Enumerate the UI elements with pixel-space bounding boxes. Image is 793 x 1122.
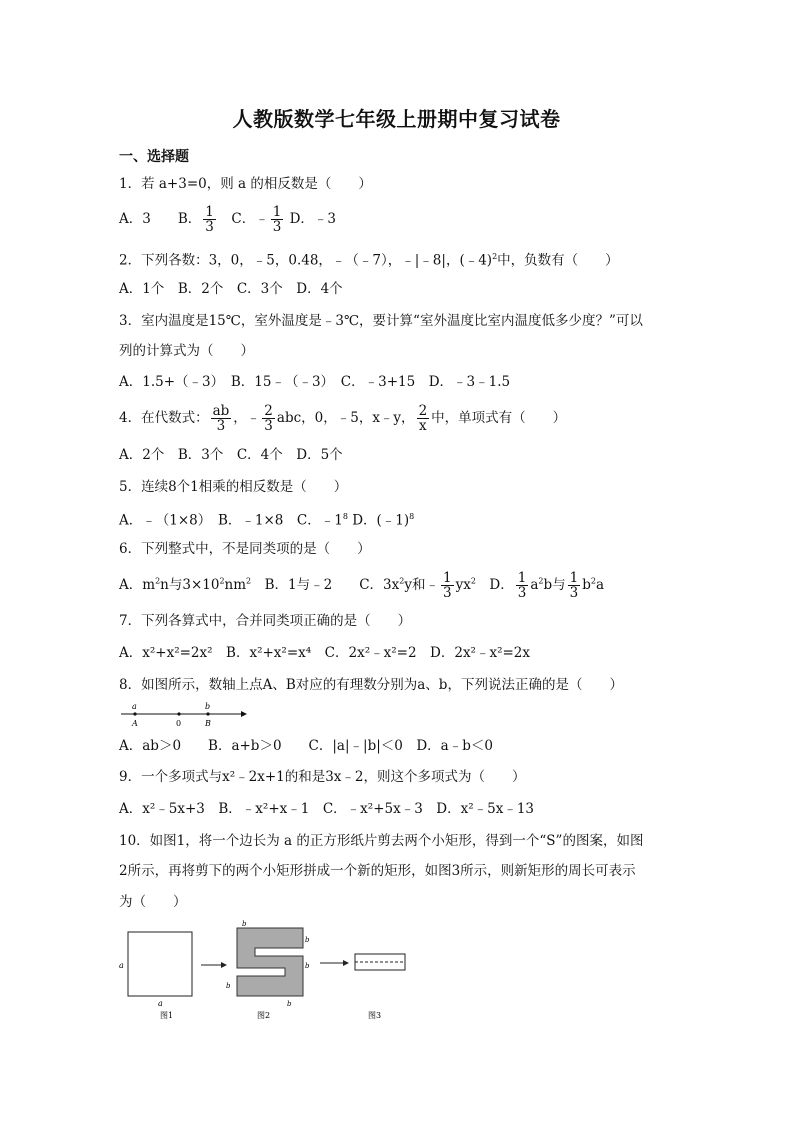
q1-fraction-c: $\frac{1}{3}$: [272, 204, 282, 235]
question-10-line2: 2所示，再将剪下的两个小矩形拼成一个新的矩形，如图3所示，则新矩形的周长可表示: [119, 863, 636, 879]
question-7-stem: 7．下列各算式中，合并同类项正确的是（ ）: [119, 613, 412, 629]
q6-fraction-d1: $\frac{1}{3}$: [517, 570, 527, 601]
q1-option-d: D．﹣3: [285, 211, 337, 227]
question-7-options: A．x²+x²=2x² B．x²+x²=x⁴ C．2x²﹣x²=2 D．2x²﹣x²=2x: [119, 645, 531, 661]
fig2-label-b-top: b: [242, 920, 247, 928]
q4-fraction-3: $\frac{2}{x}$: [418, 403, 428, 434]
section-heading: 一、选择题: [119, 149, 189, 165]
question-1-stem: 1．若 a+3=0，则 a 的相反数是（ ）: [119, 176, 372, 192]
question-8-options: A．ab＞0 B．a+b＞0 C．|a|﹣|b|＜0 D．a﹣b＜0: [119, 738, 493, 754]
fig2-label-b-bottom: b: [287, 1000, 292, 1008]
question-1-options: [119, 205, 336, 234]
fig2-caption: 图2: [257, 1011, 271, 1020]
q1-option-a: A．3 B．: [119, 211, 202, 227]
question-8-stem: 8．如图所示，数轴上点A、B对应的有理数分别为a、b，下列说法正确的是（ ）: [119, 677, 623, 693]
label-zero: 0: [176, 719, 182, 728]
fig2-label-b-left: b: [226, 982, 231, 990]
question-9-options: A．x²﹣5x+3 B．﹣x²+x﹣1 C．﹣x²+5x﹣3 D．x²﹣5x﹣13: [119, 801, 535, 817]
fig1-label-a-side: a: [119, 961, 124, 970]
q6-fraction-c: $\frac{1}{3}$: [443, 570, 452, 601]
question-5-options: A．﹣（1×8） B．﹣1×8 C．$﹣1^8$ D．(﹣1)$^8$: [119, 512, 415, 529]
question-10-line1: 10．如图1，将一个边长为 a 的正方形纸片剪去两个小矩形，得到一个“S”的图案，如图: [119, 833, 644, 849]
question-3-line2: 列的计算式为（ ）: [119, 343, 254, 359]
label-A: A: [132, 719, 138, 728]
q6-fraction-d2: $\frac{1}{3}$: [569, 570, 579, 601]
question-2-stem: 2．下列各数：3，0，﹣5，0.48，﹣（﹣7），﹣|﹣8|，(﹣4)$^2$中，负数有（ ）: [119, 252, 619, 269]
q4-fraction-2: $\frac{2}{3}$: [264, 403, 273, 434]
point-a-dot: [133, 712, 136, 715]
number-line-figure: [119, 702, 249, 728]
question-9-stem: 9．一个多项式与x²﹣2x+1的和是3x﹣2，则这个多项式为（ ）: [119, 769, 526, 785]
question-4-stem: 4．在代数式： $\frac{ab}{3}$ ，﹣ $\frac{2}{3}$ abc，0，﹣5，x﹣y， $\frac{2}{x}$ 中，单项式有（ ）: [119, 403, 567, 434]
question-3-options: A．1.5+（﹣3） B．15﹣（﹣3） C．﹣3+15 D．﹣3﹣1.5: [119, 374, 511, 390]
point-zero-dot: [177, 712, 180, 715]
question-5-stem: 5．连续8个1相乘的相反数是（ ）: [119, 479, 348, 495]
fig3-caption: 图3: [368, 1011, 382, 1020]
arrow-2-head: [343, 960, 349, 966]
fig2-label-b-right1: b: [305, 936, 310, 944]
page-title: 人教版数学七年级上册期中复习试卷: [232, 107, 561, 131]
arrow-1-head: [221, 962, 227, 968]
question-3-line1: 3．室内温度是15℃，室外温度是﹣3℃，要计算“室外温度比室内温度低多少度？”可以: [119, 313, 643, 329]
fig1-label-a-bottom: a: [158, 999, 163, 1008]
question-6-options: A．$m^2n$与$3\times 10^2nm^2$ B．1与﹣2 C．$3x^2y$和﹣ $\frac{1}{3}$ $yx^2$ D． $\frac{1}{3}$ $a^2b$与 $\frac{1}{3}$ $b^2a$: [119, 570, 605, 601]
number-line-arrow: [241, 711, 247, 717]
fig1-square: [128, 932, 192, 996]
label-a: a: [132, 702, 137, 711]
question-6-stem: 6．下列整式中，不是同类项的是（ ）: [119, 541, 371, 557]
label-b: b: [205, 702, 211, 711]
fig1-caption: 图1: [160, 1011, 174, 1020]
question-4-options: A．2个 B．3个 C．4个 D．5个: [119, 447, 343, 463]
fig2-s-shape: [237, 928, 303, 996]
point-b-dot: [206, 712, 209, 715]
question-10-line3: 为（ ）: [119, 894, 187, 910]
q4-fraction-1: $\frac{ab}{3}$: [212, 403, 230, 434]
question-2-options: A．1个 B．2个 C．3个 D．4个: [119, 281, 343, 297]
q1-option-c: C．﹣: [217, 211, 269, 227]
label-B: B: [205, 719, 211, 728]
fig2-label-b-right2: b: [305, 962, 310, 970]
q10-figures: [115, 918, 415, 1028]
q1-fraction-b: $\frac{1}{3}$: [205, 204, 214, 235]
